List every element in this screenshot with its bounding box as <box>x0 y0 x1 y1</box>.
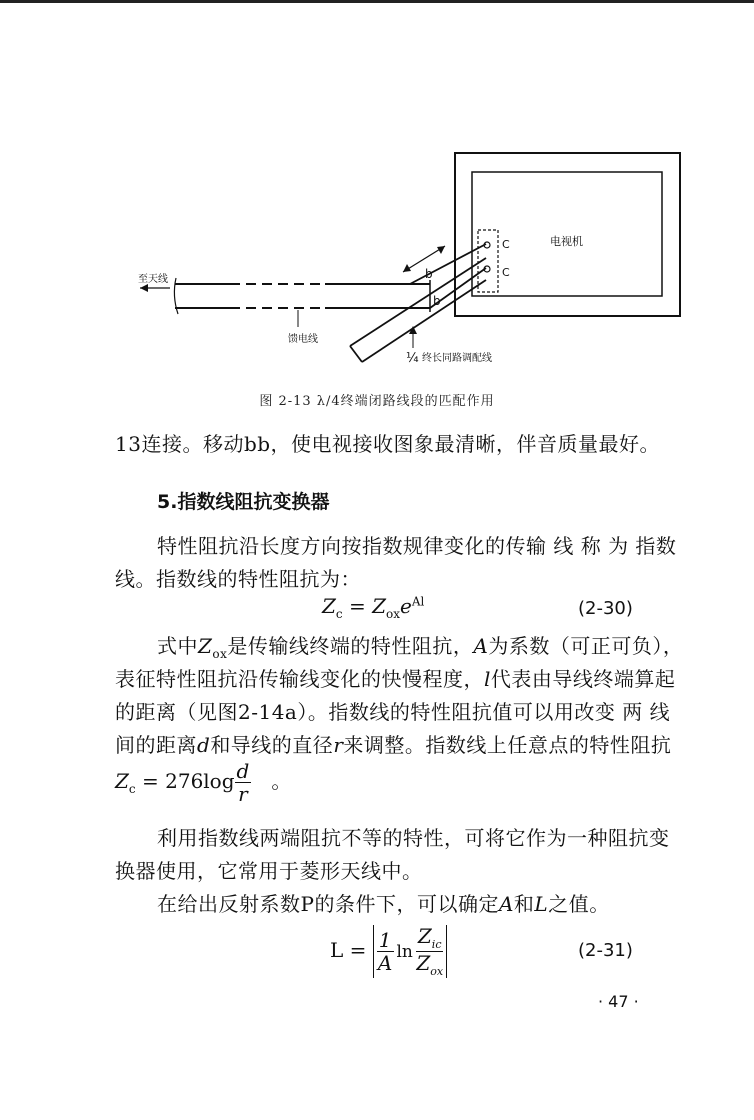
figure-diagram <box>100 150 700 390</box>
p4-c: 之值。 <box>548 892 610 916</box>
eq30-rhs: Z <box>372 594 387 618</box>
section-heading: 5.指数线阻抗变换器 <box>157 491 330 513</box>
eq-zc-fraction <box>235 760 252 805</box>
label-c2: C <box>502 266 510 279</box>
figure-caption: 图 2-13 λ/4终端闭路线段的匹配作用 <box>259 394 495 409</box>
para4-line-1 <box>157 888 680 917</box>
diag-line-1 <box>410 244 486 284</box>
eq31-ln: ln <box>396 942 413 963</box>
eq30-lhs-sub: c <box>335 607 343 621</box>
p2-l1-zsub: ox <box>212 647 228 661</box>
p2-l2-b: 代表由导线终端算起 <box>490 667 676 691</box>
p2-l4-b: 和导线的直径 <box>210 733 334 757</box>
p2-l2-l: l <box>484 667 491 691</box>
p4-A: A <box>498 892 514 916</box>
eq-zc-end: 。 <box>271 769 292 793</box>
quarter-label: ¼ <box>406 351 419 366</box>
eq-zc-num: d <box>236 759 250 783</box>
para2-line-1 <box>157 630 684 661</box>
stub-line-2 <box>362 280 486 362</box>
equation-number-2-30: (2-30) <box>578 598 633 619</box>
eq31-abs <box>373 925 448 978</box>
eq31-frac-2 <box>416 925 444 978</box>
stub-end-short <box>350 346 362 362</box>
para2-line-3: 的距离（见图2-14a）。指数线的特性阻抗值可以用改变 两 线 <box>115 700 671 724</box>
p4-a: 在给出反射系数P的条件下，可以确定 <box>157 892 499 916</box>
eq31-lhs: L = <box>330 938 373 963</box>
antenna-arrow-head <box>140 284 148 292</box>
equation-2-31 <box>330 925 447 978</box>
label-c1: C <box>502 238 510 251</box>
eq-zc: Z <box>115 769 129 793</box>
eq31-one: 1 <box>378 928 392 953</box>
p2-l1-b: 是传输线终端的特性阻抗， <box>227 634 474 658</box>
p2-l2-a: 表征特性阻抗沿传输线变化的快慢程度， <box>115 667 484 691</box>
page-number: · 47 · <box>598 992 639 1011</box>
text-line-1: 13连接。移动bb，使电视接收图象最清晰，伴音质量最好。 <box>115 432 661 456</box>
p2-l1-A: A <box>473 634 489 658</box>
para2-line-2 <box>115 663 680 692</box>
eq-zc-den: r <box>238 782 248 806</box>
p2-l4-c: 来调整。指数线上任意点的特性阻抗 <box>343 733 672 757</box>
tv-inner-frame <box>472 172 662 296</box>
p2-l4-a: 间的距离 <box>115 733 197 757</box>
p2-l4-r: r <box>333 733 344 757</box>
eq30-rhs-sub: ox <box>386 607 401 621</box>
equation-number-2-31: (2-31) <box>578 940 633 961</box>
eq31-A: A <box>377 951 393 976</box>
eq31-num-z: Z <box>417 924 432 948</box>
p2-l1-c: 为系数（可正可负）， <box>488 634 684 658</box>
para1-line-2: 线。指数线的特性阻抗为： <box>115 567 361 591</box>
figure-2-13 <box>100 150 700 390</box>
eq-zc-mid: = 276log <box>135 769 235 793</box>
eq31-den-z: Z <box>416 951 431 976</box>
eq30-exponent: Al <box>411 594 425 609</box>
label-b1: b <box>425 267 433 281</box>
eq31-num <box>416 925 444 952</box>
eq31-frac-1 <box>377 929 394 974</box>
para2-line-4 <box>115 729 680 758</box>
eq31-den-sub: ox <box>430 965 444 979</box>
eq31-num-sub: ic <box>431 938 442 951</box>
stub-line-1 <box>350 258 486 346</box>
p2-l1-a: 式中 <box>157 634 198 658</box>
eq30-e: e <box>400 594 412 618</box>
eq30-eq: = <box>342 594 373 618</box>
stub-label: 终长同路调配线 <box>422 353 492 364</box>
para1-line-1: 特性阻抗沿长度方向按指数规律变化的传输 线 称 为 指数 <box>157 534 677 558</box>
p2-l1-z: Z <box>198 634 213 658</box>
eq30-lhs: Z <box>322 594 336 618</box>
eq-zc-sub: c <box>128 782 136 796</box>
equation-zc <box>115 760 291 805</box>
page-top-edge <box>0 0 754 3</box>
eq31-den <box>416 952 444 978</box>
para3-line-1: 利用指数线两端阻抗不等的特性，可将它作为一种阻抗变 <box>157 826 670 850</box>
tv-label: 电视机 <box>550 235 583 248</box>
cable-label: 馈电线 <box>288 334 318 345</box>
p2-l4-d: d <box>197 733 211 757</box>
p4-b: 和 <box>513 892 535 916</box>
equation-2-30 <box>322 594 424 621</box>
antenna-label: 至天线 <box>138 274 168 285</box>
p4-L: L <box>534 892 549 916</box>
label-b2: b <box>433 294 441 308</box>
para3-line-2: 换器使用，它常用于菱形天线中。 <box>115 859 423 883</box>
